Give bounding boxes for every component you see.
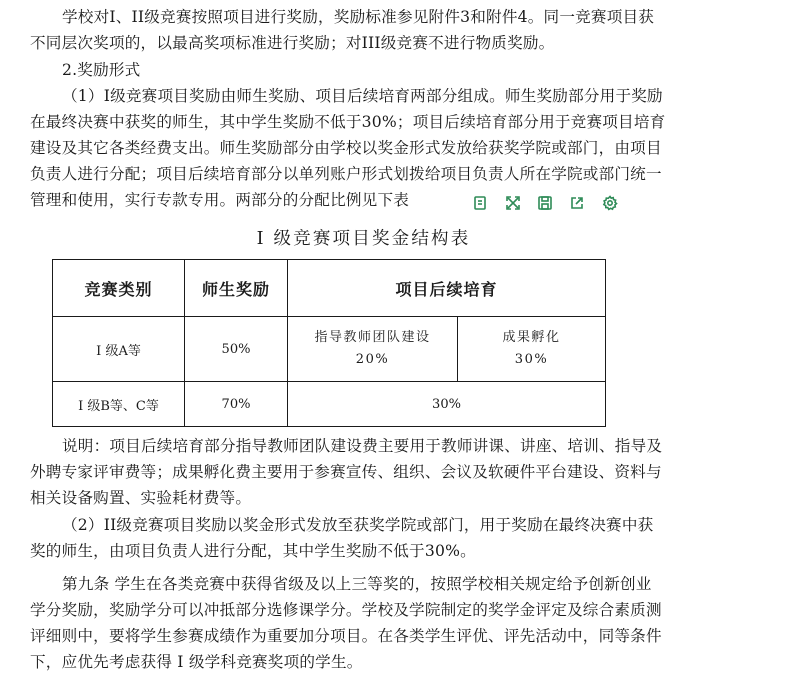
cell-category: I 级B等、C等: [53, 382, 185, 427]
cell-follow-up: 30%: [288, 382, 606, 427]
settings-icon[interactable]: [599, 192, 621, 214]
header-follow-up: 项目后续培育: [288, 260, 606, 317]
paragraph-line: 在最终决赛中获奖的师生，其中学生奖励不低于30%；项目后续培育部分用于竞赛项目培育: [30, 113, 666, 131]
cell-reward: 50%: [185, 317, 288, 382]
team-building-value: 20%: [355, 352, 390, 367]
table-caption: I 级竞赛项目奖金结构表: [256, 229, 471, 249]
cell-team-building: [288, 317, 458, 382]
award-structure-table: [52, 259, 606, 427]
share-icon[interactable]: [566, 192, 588, 214]
table-row: [53, 317, 606, 382]
paragraph-line: 奖的师生，由项目负责人进行分配，其中学生奖励不低于30%。: [30, 542, 476, 560]
paragraph-line: （2）II级竞赛项目奖励以奖金形式发放至获奖学院或部门，用于奖励在最终决赛中获: [62, 516, 654, 534]
cell-category: I 级A等: [53, 317, 185, 382]
paragraph-line: 第九条 学生在各类竞赛中获得省级及以上三等奖的，按照学校相关规定给予创新创业: [62, 575, 652, 593]
copy-icon[interactable]: [469, 192, 491, 214]
paragraph-line: 下，应优先考虑获得 I 级学科竞赛奖项的学生。: [30, 653, 363, 671]
team-building-label: 指导教师团队建设: [314, 330, 431, 345]
table-row: [53, 382, 606, 427]
incubation-value: 30%: [514, 352, 549, 367]
paragraph-line: 外聘专家评审费等；成果孵化费主要用于参赛宣传、组织、会议及软硬件平台建设、资料与: [30, 463, 662, 481]
paragraph-line: 不同层次奖项的，以最高奖项标准进行奖励；对III级竞赛不进行物质奖励。: [30, 34, 555, 52]
paragraph-line: 学校对I、II级竞赛按照项目进行奖励，奖励标准参见附件3和附件4。同一竞赛项目获: [62, 8, 655, 26]
cell-incubation: [458, 317, 606, 382]
header-reward: 师生奖励: [185, 260, 288, 317]
floating-toolbar: [464, 190, 626, 216]
paragraph-line: （1）I级竞赛项目奖励由师生奖励、项目后续培育两部分组成。师生奖励部分用于奖励: [62, 87, 663, 105]
section-heading: 2.奖励形式: [62, 61, 141, 79]
incubation-label: 成果孵化: [502, 330, 561, 345]
cell-reward: 70%: [185, 382, 288, 427]
header-category: 竞赛类别: [53, 260, 185, 317]
save-icon[interactable]: [534, 192, 556, 214]
paragraph-line: 说明：项目后续培育部分指导教师团队建设费主要用于教师讲课、讲座、培训、指导及: [62, 437, 663, 455]
paragraph-line: 负责人进行分配；项目后续培育部分以单列账户形式划拨给项目负责人所在学院或部门统一: [30, 165, 662, 183]
paragraph-line: 建设及其它各类经费支出。师生奖励部分由学校以奖金形式发放给获奖学院或部门，由项目: [30, 139, 662, 157]
paragraph-line: 管理和使用，实行专款专用。两部分的分配比例见下表: [30, 191, 410, 209]
paragraph-line: 评细则中，要将学生参赛成绩作为重要加分项目。在各类学生评优、评先活动中，同等条件: [30, 627, 662, 645]
table-header-row: [53, 260, 606, 317]
expand-icon[interactable]: [502, 192, 524, 214]
paragraph-line: 相关设备购置、实验耗材费等。: [30, 489, 252, 507]
paragraph-line: 学分奖励，奖励学分可以冲抵部分选修课学分。学校及学院制定的奖学金评定及综合素质测: [30, 601, 662, 619]
